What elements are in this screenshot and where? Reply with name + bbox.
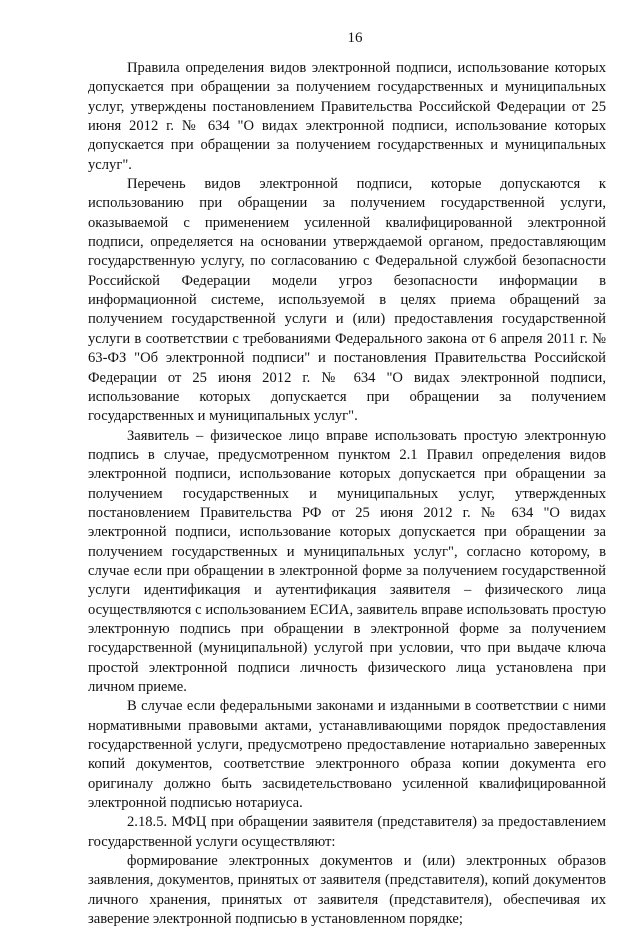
paragraph-notarized-copies: В случае если федеральными законами и изданными в соответствии с ними нормативными правовыми актами, устанавливающими порядок предоставления государственной услуги, предусмотрено предоставление нотариально заверенных копий документов, соответствие электронного образа копии документа его оригиналу должно быть засвидетельствовано усиленной квалифицированной электронной подписью нотариуса. [88,698,606,812]
paragraph-electronic-documents: формирование электронных документов и (или) электронных образов заявления, документов, принятых от заявителя (представителя), копий документов личного хранения, принятых от заявителя (представителя), обеспечивая их заверение электронной подписью в установленном порядке; [88,853,606,928]
paragraph-simple-signature: Заявитель – физическое лицо вправе использовать простую электронную подпись в случае, предусмотренном пунктом 2.1 Правил определения видов электронной подписи, использование которых допускается при обращении за получением государственных и муниципальных услуг, утвержденных постановлением Правительства РФ от 25 июня 2012 г. № 634 "О видах электронной подписи, использование которых допускается при обращении за получением государственных и муниципальных услуг", согласно которому, в случае если при обращении в электронной форме за получением государственной услуги идентификация и аутентификация заявителя – физического лица осуществляются с использованием ЕСИА, заявитель вправе использовать простую электронную подпись при обращении в электронной форме за получением государственной (муниципальной) услугой при условии, что при выдаче ключа простой электронной подписи личность физического лица установлена при личном приеме. [88,427,606,695]
page-number: 16 [347,30,363,46]
paragraph-signature-rules: Правила определения видов электронной подписи, использование которых допускается при обращении за получением государственных и муниципальных услуг, утверждены постановлением Правительства Российской Федерации от 25 июня 2012 г. № 634 "О видах электронной подписи, использование которых допускается при обращении за получением государственных и муниципальных услуг". [88,60,606,173]
paragraph-signature-types-list: Перечень видов электронной подписи, которые допускаются к использованию при обращении за получением государственной услуги, оказываемой с применением усиленной квалифицированной электронной подписи, определяется на основании утверждаемой органом, предоставляющим государственную услугу, по согласованию с Федеральной службой безопасности Российской Федерации модели угроз безопасности информации в информационной системе, используемой в целях приема обращений за получением государственной услуги и (или) предоставления государственной услуги в соответствии с требованиями Федерального закона от 6 апреля 2011 г. № 63-ФЗ "Об электронной подписи" и постановления Правительства Российской Федерации от 25 июня 2012 г. № 634 "О видах электронной подписи, использование которых допускается при обращении за получением государственных и муниципальных услуг". [88,176,606,425]
paragraph-mfc-duties: 2.18.5. МФЦ при обращении заявителя (представителя) за предоставлением государственной услуги осуществляют: [88,814,606,850]
